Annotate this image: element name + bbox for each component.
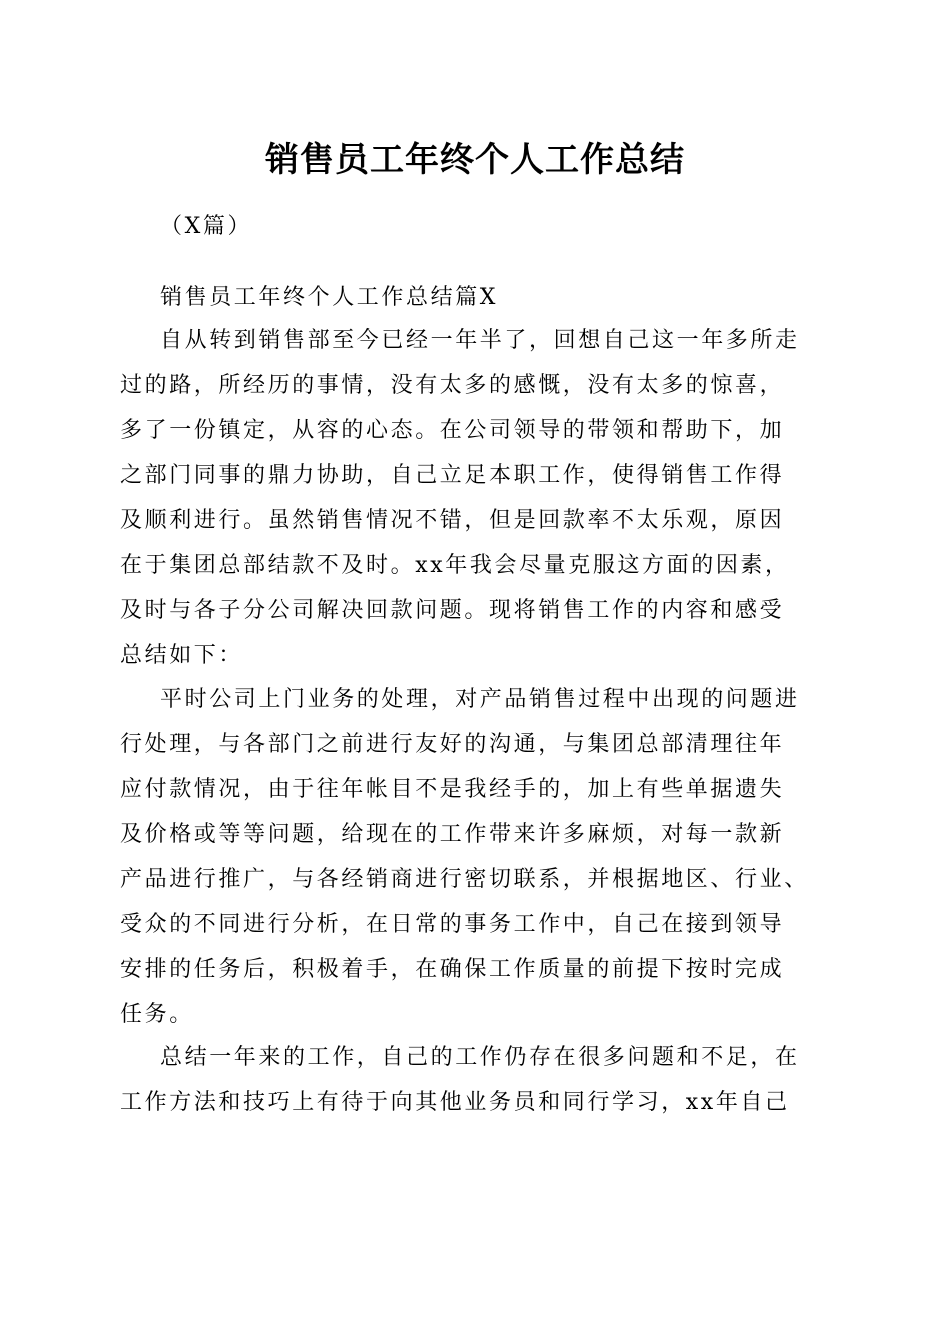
paragraph-line: 任务。: [120, 1002, 194, 1027]
paragraph-line: 之部门同事的鼎力协助，自己立足本职工作，使得销售工作得: [120, 463, 785, 488]
paragraph-line: 自从转到销售部至今已经一年半了，回想自己这一年多所走: [160, 328, 800, 353]
paragraph-line: 总结如下：: [120, 643, 244, 668]
paragraph-line: 行处理，与各部门之前进行友好的沟通，与集团总部清理往年: [120, 732, 785, 757]
document-title: 销售员工年终个人工作总结: [265, 140, 685, 180]
paragraph-line: 及顺利进行。虽然销售情况不错，但是回款率不太乐观，原因: [120, 508, 785, 533]
document-subtitle: （X篇）: [160, 214, 253, 239]
paragraph-2: [120, 677, 832, 1037]
paragraph-line: 总结一年来的工作，自己的工作仍存在很多问题和不足，在: [160, 1045, 800, 1070]
paragraph-line: 多了一份镇定，从容的心态。在公司领导的带领和帮助下，加: [120, 418, 785, 443]
paragraph-line: 过的路，所经历的事情，没有太多的感慨，没有太多的惊喜，: [120, 373, 785, 398]
paragraph-line: 平时公司上门业务的处理，对产品销售过程中出现的问题进: [160, 687, 800, 712]
paragraph-line: 工作方法和技巧上有待于向其他业务员和同行学习，xx年自己: [120, 1090, 790, 1115]
paragraph-line: 及价格或等等问题，给现在的工作带来许多麻烦，对每一款新: [120, 822, 785, 847]
paragraph-1: [120, 318, 832, 678]
paragraph-line: 及时与各子分公司解决回款问题。现将销售工作的内容和感受: [120, 598, 785, 623]
paragraph-line: 产品进行推广，与各经销商进行密切联系，并根据地区、行业、: [120, 867, 809, 892]
paragraph-line: 受众的不同进行分析，在日常的事务工作中，自己在接到领导: [120, 912, 785, 937]
paragraph-line: 在于集团总部结款不及时。xx年我会尽量克服这方面的因素，: [120, 553, 790, 578]
paragraph-line: 安排的任务后，积极着手，在确保工作质量的前提下按时完成: [120, 957, 785, 982]
paragraph-3: [120, 1035, 832, 1125]
section-heading: 销售员工年终个人工作总结篇X: [160, 285, 499, 310]
paragraph-line: 应付款情况，由于往年帐目不是我经手的，加上有些单据遗失: [120, 777, 785, 802]
